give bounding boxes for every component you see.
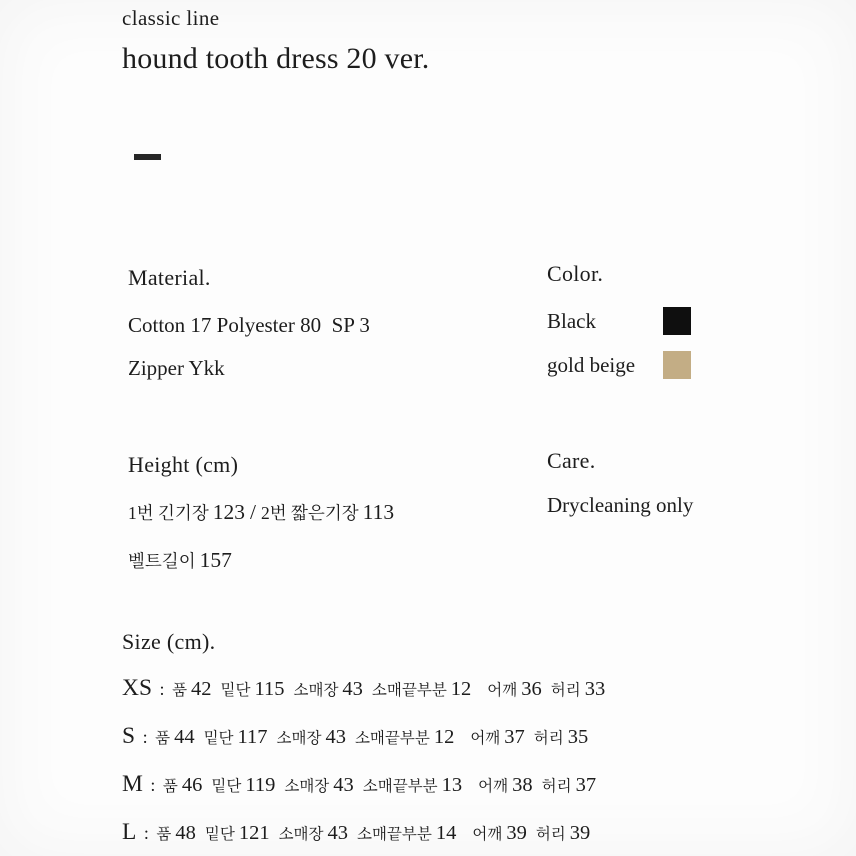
size-measure [155,726,195,748]
colon: : [145,775,160,795]
size-section [122,628,614,856]
size-label: XS [122,675,153,701]
colon: : [139,823,154,843]
measure-value: 38 [512,774,533,796]
size-measure [356,822,457,844]
size-measure [472,822,527,844]
size-measure [550,678,606,700]
care-instruction: Drycleaning only [547,493,694,517]
measure-label: 2번 짧은기장 [260,503,359,523]
measure-value: 33 [584,678,606,700]
size-measure [220,678,285,700]
colon: : [155,679,170,699]
height-heading: Height (cm) [128,452,239,477]
size-measure [470,726,525,748]
size-measure [487,678,542,700]
measure-label: 품 [156,826,172,843]
measure-label: 허리 [550,682,581,699]
height-lines [128,499,394,576]
measure-label: 1번 긴기장 [128,503,209,523]
height-measurement-line [128,499,394,528]
measure-value: 121 [238,822,270,844]
measure-value: 37 [504,726,525,748]
material-heading: Material. [128,265,211,290]
material-composition: Cotton 17 Polyester 80 SP 3 [128,313,370,337]
material-section [128,264,370,399]
measure-value: 46 [181,774,203,796]
measure-label: 품 [155,730,171,747]
measure-label: 품 [172,682,188,699]
measure-value: 12 [450,678,472,700]
size-measure [354,726,455,748]
color-option [547,307,777,335]
measure-label: 밑단 [220,682,251,699]
size-measure [156,822,196,844]
size-measure [541,774,597,796]
size-row [122,818,614,849]
measure-label: 밑단 [204,826,235,843]
product-title: hound tooth dress 20 ver. [122,42,430,75]
size-heading: Size (cm). [122,629,216,654]
size-measure [293,678,363,700]
size-measure [203,726,268,748]
measure-value: 115 [254,678,285,700]
measure-value: 13 [441,774,463,796]
size-row [122,770,614,801]
measure-label: 소매끝부분 [371,682,447,699]
measure-label: 어깨 [487,682,518,699]
color-options [547,307,777,379]
separator: / [250,500,256,524]
measure-label: 소매끝부분 [354,730,430,747]
care-section [547,447,693,518]
measure-value: 36 [521,678,542,700]
care-heading: Care. [547,448,596,473]
color-swatch [663,307,691,335]
measure-label: 허리 [533,730,564,747]
measure-label: 품 [162,778,178,795]
measure-value: 48 [175,822,196,844]
size-measure [276,726,346,748]
measure-label: 소매장 [276,730,322,747]
color-section [547,260,777,395]
size-rows [122,674,614,849]
size-label: M [122,771,143,797]
measure-label: 밑단 [211,778,242,795]
size-row [122,722,614,753]
material-zipper: Zipper Ykk [128,356,225,380]
measure-label: 허리 [541,778,572,795]
size-measure [204,822,270,844]
measure-label: 소매장 [284,778,330,795]
color-swatch [663,351,691,379]
size-label: S [122,723,136,749]
measure-label: 소매끝부분 [356,826,432,843]
size-measure [278,822,348,844]
size-label: L [122,819,137,845]
size-measure [478,774,533,796]
measure-value: 42 [191,678,212,700]
measure-value: 119 [245,774,276,796]
measure-label: 어깨 [470,730,501,747]
measure-value: 44 [174,726,195,748]
measure-value: 37 [575,774,597,796]
color-option-label: gold beige [547,353,636,377]
measure-value: 43 [327,822,348,844]
size-measure [535,822,591,844]
measure-label: 어깨 [472,826,503,843]
measure-value: 39 [569,822,591,844]
size-measure [284,774,354,796]
measure-value: 43 [333,774,354,796]
measure-label: 소매끝부분 [362,778,438,795]
measure-value: 123 [212,500,245,524]
measure-label: 소매장 [293,682,339,699]
size-measure [533,726,589,748]
measure-label: 소매장 [278,826,324,843]
measure-value: 157 [199,548,232,572]
divider-dash [134,154,161,160]
height-measurement-line [128,547,394,576]
measure-value: 12 [433,726,455,748]
color-heading: Color. [547,261,604,286]
size-measure [162,774,203,796]
measure-value: 35 [567,726,589,748]
size-measure [362,774,463,796]
size-measure [172,678,212,700]
measure-value: 117 [237,726,268,748]
size-row [122,674,614,705]
measure-label: 벨트길이 [128,551,196,571]
measure-value: 14 [435,822,457,844]
measure-value: 43 [342,678,363,700]
measure-value: 39 [506,822,527,844]
color-option-label: Black [547,309,596,333]
color-option [547,351,777,379]
size-measure [371,678,472,700]
collection-label: classic line [122,6,220,30]
measure-label: 어깨 [478,778,509,795]
height-section [128,451,394,595]
colon: : [138,727,153,747]
measure-label: 허리 [535,826,566,843]
measure-value: 43 [325,726,346,748]
size-measure [211,774,276,796]
measure-label: 밑단 [203,730,234,747]
measure-value: 113 [362,500,395,524]
